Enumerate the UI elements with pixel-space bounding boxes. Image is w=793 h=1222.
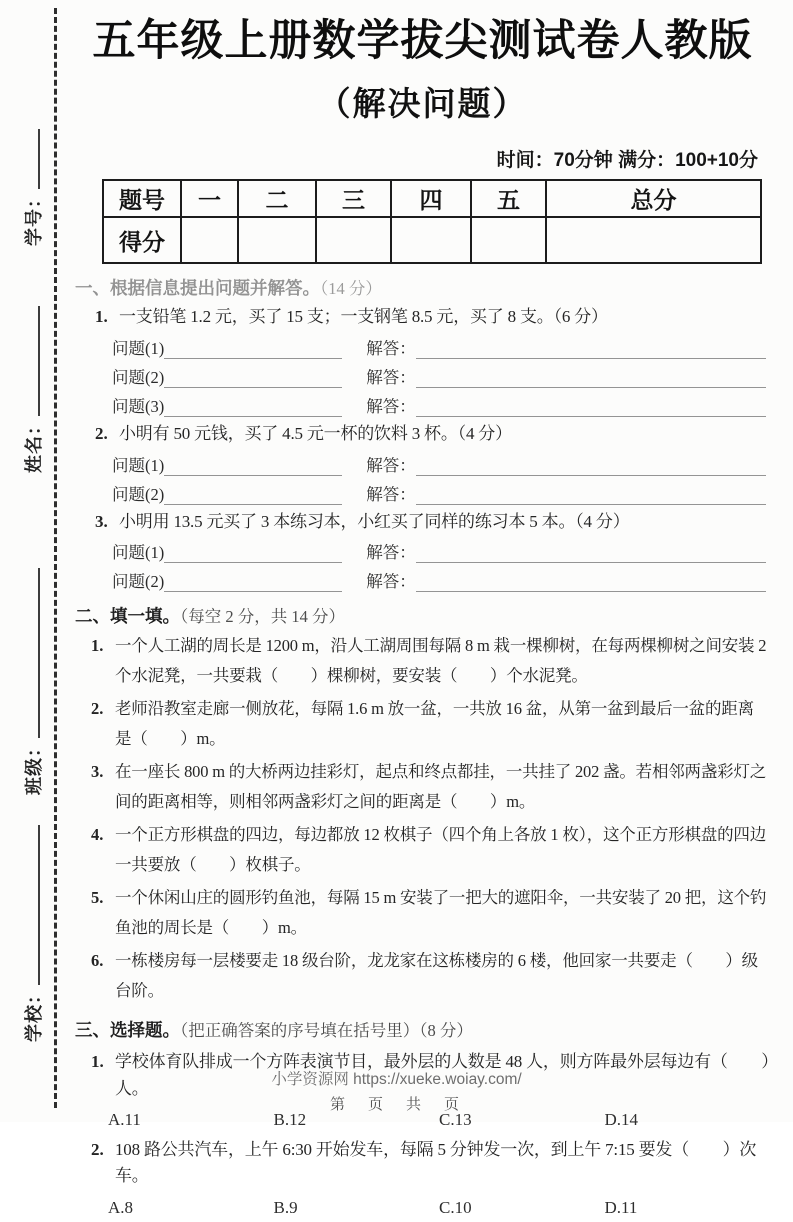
answer-label: 解答： <box>366 338 416 358</box>
class-label: 班级： <box>24 738 44 795</box>
score-table-col-total: 总分 <box>546 180 761 217</box>
section-1-header <box>75 275 770 300</box>
section2-item-6 <box>91 946 770 1006</box>
question-number: 2. <box>91 1140 104 1160</box>
item-text: 一个正方形棋盘的四边，每边都放 12 枚棋子（四个角上各放 1 枚），这个正方形棋盘的四边一共要放（ ）枚棋子。 <box>115 825 767 875</box>
section3-question-2 <box>91 1137 770 1190</box>
paper-content <box>75 18 770 1222</box>
answer-label: 解答： <box>366 396 416 416</box>
section-3-header <box>75 1017 770 1042</box>
school-field <box>24 825 44 1042</box>
section3-q2-options <box>108 1198 770 1218</box>
option-a: A.8 <box>108 1197 134 1217</box>
option-c: C.10 <box>439 1197 472 1217</box>
score-cell-3 <box>316 217 391 263</box>
answer-label: 解答： <box>366 484 416 504</box>
question-text: 学校体育队排成一个方阵表演节目，最外层的人数是 48 人，则方阵最外层每边有（ ）人。 <box>115 1052 770 1098</box>
score-table-col-1: 一 <box>181 180 238 217</box>
item-number: 3. <box>91 762 104 782</box>
problem-blank-line <box>164 372 342 388</box>
score-table <box>102 179 762 264</box>
question-text: 108 路公共汽车，上午 6:30 开始发车，每隔 5 分钟发一次，到上午 7:15 要发（ ）次车。 <box>115 1140 757 1186</box>
page-footer <box>0 1067 793 1114</box>
section-2-header <box>75 603 770 628</box>
item-text: 一个人工湖的周长是 1200 m，沿人工湖周围每隔 8 m 栽一棵柳树，在每两棵柳树之间安装 2 个水泥凳，一共要栽（ ）棵柳树，要安装（ ）个水泥凳。 <box>115 636 767 686</box>
item-number: 1. <box>91 636 104 656</box>
problem-label: 问题(2) <box>112 484 165 504</box>
problem-label: 问题(1) <box>112 455 165 475</box>
score-table-score-row <box>103 217 761 263</box>
problem-label: 问题(1) <box>112 338 165 358</box>
section-2-title: 二、填一填。 <box>75 606 180 627</box>
page-title: 五年级上册数学拔尖测试卷人教版 <box>92 17 753 65</box>
problem-label: 问题(2) <box>112 367 165 387</box>
answer-label: 解答： <box>366 455 416 475</box>
student-no-field <box>24 129 44 246</box>
question-number: 3. <box>95 511 108 531</box>
score-table-header-row <box>103 180 761 217</box>
section1-question-1 <box>95 305 770 330</box>
question-number: 1. <box>91 1052 104 1072</box>
item-number: 6. <box>91 951 104 971</box>
class-blank-line <box>25 568 40 738</box>
problem-label: 问题(3) <box>112 396 165 416</box>
section2-item-5 <box>91 883 770 943</box>
q1-blank-row-2 <box>112 361 770 388</box>
section2-item-3 <box>91 757 770 817</box>
question-text: 小明有 50 元钱，买了 4.5 元一杯的饮料 3 杯。（4 分） <box>119 423 512 443</box>
question-number: 1. <box>95 307 108 327</box>
answer-label: 解答： <box>366 543 416 563</box>
problem-blank-line <box>164 343 342 359</box>
score-table-col-4: 四 <box>391 180 471 217</box>
name-label: 姓名： <box>24 416 44 473</box>
score-table-col-2: 二 <box>238 180 316 217</box>
section-1-title: 一、根据信息提出问题并解答。 <box>75 278 320 299</box>
section2-item-1 <box>91 631 770 691</box>
score-row-label: 得分 <box>103 217 181 263</box>
item-text: 一个休闲山庄的圆形钓鱼池，每隔 15 m 安装了一把大的遮阳伞，一共安装了 20 把，这个钓鱼池的周长是（ ）m。 <box>115 888 767 938</box>
exam-time-score-info: 时间：70分钟 满分：100+10分 <box>496 150 758 172</box>
option-b: B.9 <box>273 1197 298 1217</box>
section1-question-3 <box>95 510 770 535</box>
answer-label: 解答： <box>366 572 416 592</box>
problem-label: 问题(1) <box>112 543 165 563</box>
section-3-score-note: （把正确答案的序号填在括号里）（8 分） <box>180 1021 473 1041</box>
item-text: 老师沿教室走廊一侧放花，每隔 1.6 m 放一盆，一共放 16 盆，从第一盆到最后一盆的距离是（ ）m。 <box>115 699 754 749</box>
answer-blank-line <box>416 489 766 505</box>
problem-label: 问题(2) <box>112 572 165 592</box>
source-site-text: 小学资源网 https://xueke.woiay.com/ <box>271 1071 522 1088</box>
option-d: D.14 <box>604 1110 639 1130</box>
score-table-col-3: 三 <box>316 180 391 217</box>
option-c: C.13 <box>439 1110 472 1130</box>
score-cell-2 <box>238 217 316 263</box>
class-field <box>24 568 44 795</box>
q2-blank-row-2 <box>112 478 770 505</box>
student-info-strip <box>20 142 48 1042</box>
answer-blank-line <box>416 401 766 417</box>
student-no-blank-line <box>25 129 40 189</box>
q3-blank-row-2 <box>112 565 770 592</box>
section-2-score-note: （每空 2 分，共 14 分） <box>180 607 345 627</box>
q1-blank-row-3 <box>112 390 770 417</box>
answer-blank-line <box>416 372 766 388</box>
q2-blank-row-1 <box>112 449 770 476</box>
option-a: A.11 <box>108 1110 141 1130</box>
answer-blank-line <box>416 343 766 359</box>
question-text: 小明用 13.5 元买了 3 本练习本，小红买了同样的练习本 5 本。（4 分） <box>119 511 630 531</box>
page-subtitle: （解决问题） <box>317 85 528 123</box>
option-b: B.12 <box>273 1110 307 1130</box>
q1-blank-row-1 <box>112 332 770 359</box>
problem-blank-line <box>164 576 342 592</box>
option-d: D.11 <box>604 1197 638 1217</box>
question-text: 一支铅笔 1.2 元，买了 15 支；一支钢笔 8.5 元，买了 8 支。（6 分） <box>119 307 608 327</box>
school-label: 学校： <box>24 985 44 1042</box>
item-number: 4. <box>91 825 104 845</box>
section-3-title: 三、选择题。 <box>75 1020 180 1041</box>
name-blank-line <box>25 306 40 416</box>
item-number: 2. <box>91 699 104 719</box>
score-cell-total <box>546 217 761 263</box>
score-table-corner-label: 题号 <box>103 180 181 217</box>
problem-blank-line <box>164 547 342 563</box>
item-text: 一栋楼房每一层楼要走 18 级台阶，龙龙家在这栋楼房的 6 楼，他回家一共要走（ ）级台阶。 <box>115 951 758 1001</box>
q3-blank-row-1 <box>112 536 770 563</box>
item-text: 在一座长 800 m 的大桥两边挂彩灯，起点和终点都挂，一共挂了 202 盏。若相邻两盏彩灯之间的距离相等，则相邻两盏彩灯之间的距离是（ ）m。 <box>115 762 767 812</box>
answer-label: 解答： <box>366 367 416 387</box>
name-field <box>24 306 44 473</box>
section1-question-2 <box>95 422 770 447</box>
section2-item-2 <box>91 694 770 754</box>
score-cell-1 <box>181 217 238 263</box>
answer-blank-line <box>416 547 766 563</box>
score-cell-5 <box>471 217 546 263</box>
problem-blank-line <box>164 401 342 417</box>
page-number-text: 第 页 共 页 <box>329 1096 463 1113</box>
score-cell-4 <box>391 217 471 263</box>
item-number: 5. <box>91 888 104 908</box>
problem-blank-line <box>164 489 342 505</box>
score-table-col-5: 五 <box>471 180 546 217</box>
problem-blank-line <box>164 460 342 476</box>
section2-item-4 <box>91 820 770 880</box>
question-number: 2. <box>95 423 108 443</box>
answer-blank-line <box>416 460 766 476</box>
school-blank-line <box>25 825 40 985</box>
student-no-label: 学号： <box>24 189 44 246</box>
fold-dashed-line <box>54 8 57 1108</box>
answer-blank-line <box>416 576 766 592</box>
section-1-score-note: （14 分） <box>320 279 382 299</box>
